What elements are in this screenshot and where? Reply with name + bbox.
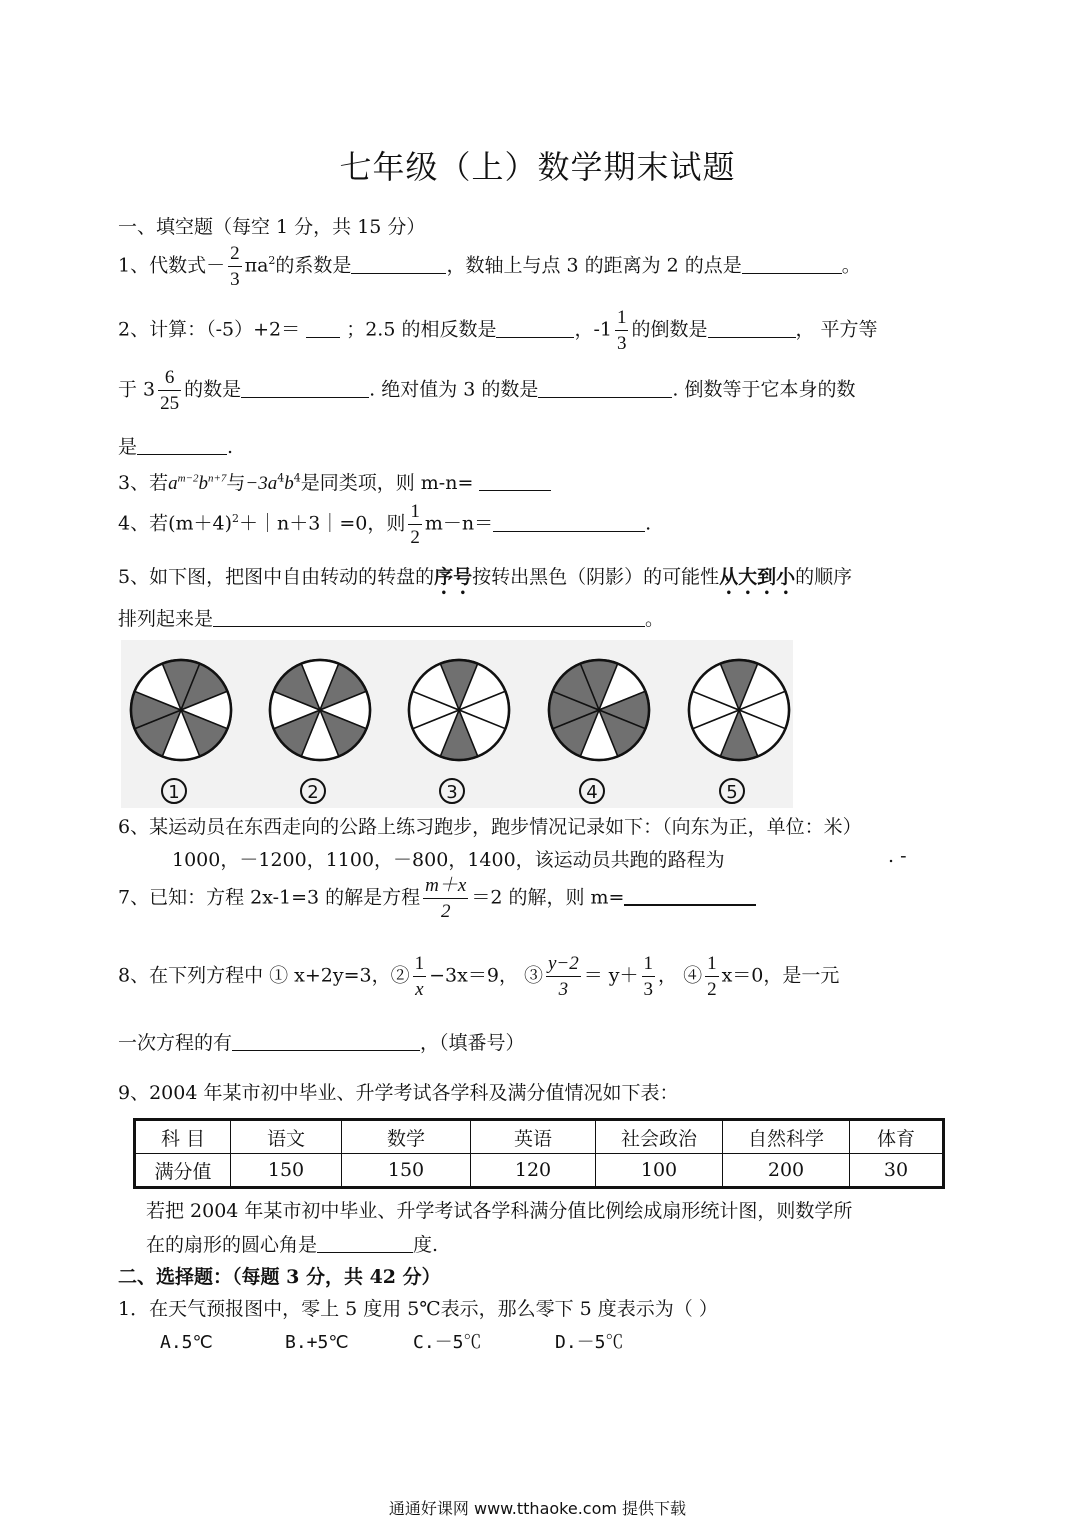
question-6-end: . - — [888, 845, 907, 867]
table-header-row — [135, 1120, 944, 1154]
spinner-figure — [121, 640, 793, 808]
question-8-cont: 一次方程的有 ，（填番号） — [118, 1032, 525, 1054]
question-6-cont: 1000，－1200，1100，－800，1400，该运动员共跑的路程为 — [172, 849, 725, 871]
question-8: 8、在下列方程中 ① x+2y=3，② $\frac{1}{x}$ −3x＝9， ③ $\frac{y-2}{3}$ ＝ y＋ $\frac{1}{3}$ ， ④ $\frac{1}{2}$ x＝0，是一元 — [118, 953, 840, 1000]
wheel-label: 1 — [168, 782, 180, 803]
table-cell: 150 — [231, 1154, 342, 1188]
answer-blank[interactable] — [232, 1030, 420, 1051]
fraction: $\frac{1}{2}$ — [410, 501, 420, 548]
question-2-cont2: 是 . — [118, 436, 234, 458]
fraction: $\frac{6}{25}$ — [160, 367, 180, 414]
answer-blank[interactable] — [137, 434, 227, 455]
question-9-cont: 若把 2004 年某市初中毕业、升学考试各学科满分值比例绘成扇形统计图，则数学所 — [146, 1200, 853, 1222]
section2-heading: 二、选择题：（每题 3 分，共 42 分） — [118, 1266, 441, 1288]
answer-blank[interactable] — [742, 253, 842, 274]
section1-heading: 一、填空题（每空 1 分，共 15 分） — [118, 216, 426, 238]
wheel-label: 4 — [586, 782, 598, 803]
answer-blank[interactable] — [479, 470, 551, 491]
spinner-wheel-3 — [409, 660, 509, 803]
answer-blank[interactable] — [241, 377, 369, 398]
table-cell: 体育 — [850, 1120, 944, 1154]
wheel-label: 3 — [446, 782, 458, 803]
choice-options — [160, 1328, 665, 1354]
answer-blank[interactable] — [538, 377, 672, 398]
question-9-cont2: 在的扇形的圆心角是 度. — [146, 1234, 439, 1256]
table-cell: 200 — [723, 1154, 850, 1188]
option-c[interactable]: C.－5℃ — [413, 1332, 482, 1353]
spinner-wheel-5 — [689, 660, 789, 803]
answer-blank[interactable] — [708, 317, 796, 338]
question-7: 7、已知：方程 2x-1=3 的解是方程 $\frac{m+x}{2}$ ＝2 的解，则 m= — [118, 876, 756, 921]
fraction: $\frac{1}{3}$ — [616, 307, 627, 354]
question-1: 1、代数式－ $\frac{2}{3}$ $\pi a^2$的系数是 ，数轴上与点 3 的距离为 2 的点是 。 — [118, 243, 861, 290]
page-title: 七年级（上）数学期末试题 — [339, 148, 736, 186]
option-b[interactable]: B.+5℃ — [285, 1332, 349, 1353]
question-2: 2、计算：（-5）+2＝ ；2.5 的相反数是 ，-1 $\frac{1}{3}$ 的倒数是 ， 平方等 — [118, 307, 878, 354]
fraction: $\frac{2}{3}$ — [230, 243, 240, 290]
score-table — [133, 1118, 945, 1189]
table-cell: 自然科学 — [723, 1120, 850, 1154]
answer-blank[interactable] — [496, 317, 574, 338]
table-cell: 社会政治 — [596, 1120, 723, 1154]
answer-blank[interactable] — [213, 606, 645, 627]
wheel-label: 2 — [307, 782, 319, 803]
answer-blank[interactable] — [317, 1232, 413, 1253]
spinner-wheel-1 — [131, 660, 231, 803]
fraction: $\frac{1}{2}$ — [707, 953, 717, 1000]
answer-blank[interactable] — [493, 511, 645, 532]
page-footer: 通通好课网 www.tthaoke.com 提供下载 — [388, 1499, 687, 1518]
table-row — [135, 1154, 944, 1188]
spinner-wheels — [121, 640, 793, 808]
table-cell: 语文 — [231, 1120, 342, 1154]
spinner-wheel-2 — [270, 660, 370, 803]
question-3: 3、若$a^{m-2}b^{n+7}$与$-3a^4b^4$是同类项，则 m-n= — [118, 468, 551, 495]
table-cell: 150 — [342, 1154, 471, 1188]
question-5: 5、如下图，把图中自由转动的转盘的序号按转出黑色（阴影）的可能性从大到小的顺序 — [118, 566, 853, 588]
wheel-label: 5 — [726, 782, 738, 803]
question-2-cont: 于 3 $\frac{6}{25}$ 的数是 . 绝对值为 3 的数是 . 倒数等于它本身的数 — [118, 367, 856, 414]
table-cell: 英语 — [471, 1120, 596, 1154]
question-9: 9、2004 年某市初中毕业、升学考试各学科及满分值情况如下表： — [118, 1082, 679, 1104]
question-4: 4、若$(m+4)^2+|n+3|=0$，则 $\frac{1}{2}$ m－n＝ . — [118, 501, 652, 548]
fraction: $\frac{1}{x}$ — [414, 953, 425, 1000]
fraction: $\frac{1}{3}$ — [643, 953, 654, 1000]
answer-blank[interactable] — [624, 884, 756, 906]
choice-question-1: 1．在天气预报图中，零上 5 度用 5℃表示，那么零下 5 度表示为（ ） — [118, 1298, 718, 1320]
question-5-cont: 排列起来是 。 — [118, 608, 665, 630]
answer-blank[interactable] — [351, 253, 446, 274]
option-a[interactable]: A.5℃ — [160, 1332, 213, 1353]
spinner-wheel-4 — [549, 660, 649, 803]
table-cell: 30 — [850, 1154, 944, 1188]
table-cell: 数学 — [342, 1120, 471, 1154]
fraction: $\frac{y-2}{3}$ — [548, 953, 579, 1000]
question-6: 6、某运动员在东西走向的公路上练习跑步，跑步情况记录如下：（向东为正，单位：米） — [118, 816, 862, 838]
table-cell: 120 — [471, 1154, 596, 1188]
fraction: $\frac{m+x}{2}$ — [425, 875, 467, 922]
answer-blank[interactable] — [306, 317, 340, 338]
table-cell: 满分值 — [135, 1154, 231, 1188]
table-cell: 100 — [596, 1154, 723, 1188]
table-cell: 科 目 — [135, 1120, 231, 1154]
option-d[interactable]: D.－5℃ — [555, 1332, 624, 1353]
q1-text: 1、代数式－ — [118, 254, 226, 277]
